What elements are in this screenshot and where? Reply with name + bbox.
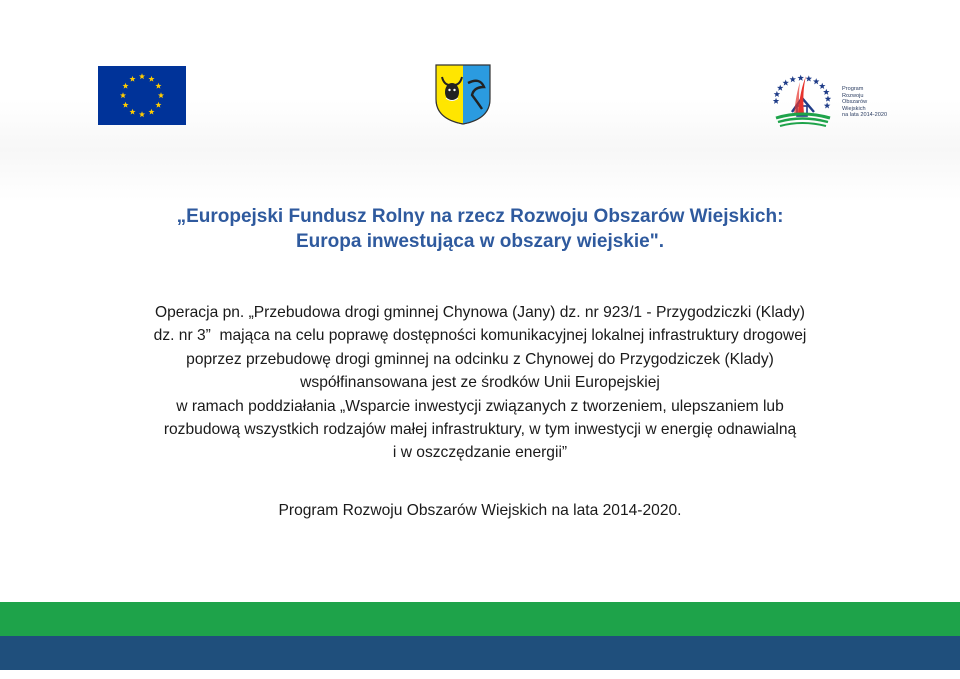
prow-star-icon (824, 102, 830, 108)
body-line: w ramach poddziałania „Wsparcie inwestycji związanych z tworzeniem, ulepszaniem lub (176, 397, 784, 415)
body-line: poprzez przebudowę drogi gminnej na odcinku z Chynowej do Przygodziczek (Klady) (186, 350, 774, 368)
prow-emblem-icon (770, 70, 836, 130)
body-line: rozbudową wszystkich rodzajów małej infrastruktury, w tym inwestycji w energię odnawialną (163, 421, 797, 439)
prow-star-icon (819, 83, 825, 89)
prow-star-icon (825, 96, 831, 102)
prow-star-icon (773, 98, 779, 104)
body-line: dz. nr 3” mająca na celu poprawę dostępności komunikacyjnej lokalnej infrastruktury drogowej (153, 327, 807, 345)
prow-star-icon (813, 78, 819, 84)
eu-flag-icon (98, 66, 186, 125)
prow-star-icon (823, 89, 829, 95)
prow-star-icon (777, 85, 783, 91)
coat-of-arms-logo (434, 63, 492, 126)
body-line: Operacja pn. „Przebudowa drogi gminnej Chynowa (Jany) dz. nr 923/1 - Przygodziczki (Klady) (154, 304, 806, 321)
blue-band (0, 636, 960, 670)
prow-star-icon (806, 75, 812, 81)
headline (0, 204, 960, 254)
program-name: Program Rozwoju Obszarów Wiejskich na lata 2014-2020. (278, 502, 682, 519)
headline-line: Europa inwestująca w obszary wiejskie". (295, 231, 665, 252)
prow-text-line: Wiejskich (842, 105, 866, 112)
operation-description (0, 301, 960, 465)
prow-star-icon (797, 75, 803, 81)
prow-text-line: Obszarów (842, 99, 868, 106)
prow-star-icon (782, 79, 788, 85)
prow-text-line: na lata 2014-2020 (842, 112, 888, 119)
prow-text-line: Rozwoju (842, 92, 864, 99)
green-band (0, 602, 960, 636)
body-line: współfinansowana jest ze środków Unii Europejskiej (300, 374, 660, 392)
coat-of-arms-icon (434, 63, 492, 126)
body-line: i w oszczędzanie energii” (392, 444, 568, 462)
prow-text-line: Program (842, 86, 864, 92)
prow-star-icon (790, 76, 796, 82)
prow-logo (770, 70, 888, 130)
bottom-margin (0, 670, 960, 679)
eu-flag-logo (98, 66, 186, 125)
prow-logo-text (842, 86, 887, 119)
prow-star-icon (774, 91, 780, 97)
headline-line: „Europejski Fundusz Rolny na rzecz Rozwoju Obszarów Wiejskich: (176, 206, 784, 227)
